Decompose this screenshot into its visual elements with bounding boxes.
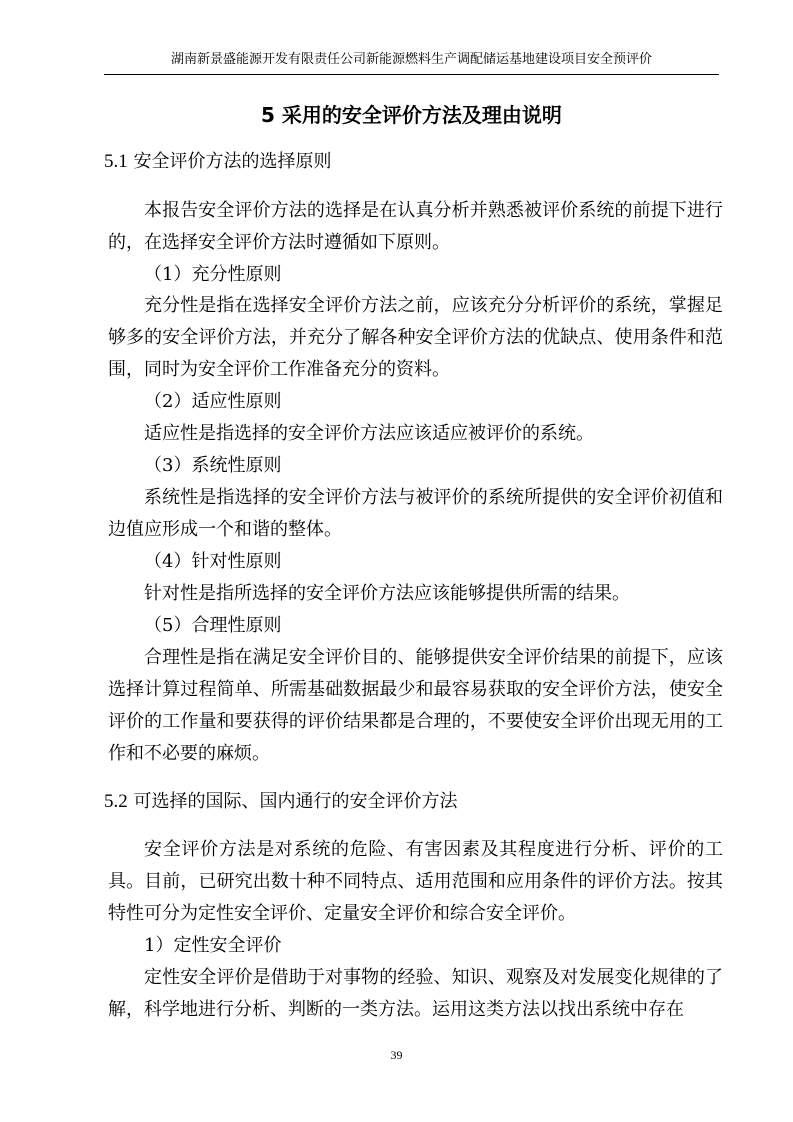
principle-heading-1: （1）充分性原则	[144, 264, 282, 285]
header-rule	[104, 74, 719, 75]
qualitative-heading: 1）定性安全评价	[144, 935, 282, 956]
section-heading: 可选择的国际、国内通行的安全评价方法	[133, 791, 458, 812]
principle-heading-3: （3）系统性原则	[144, 455, 282, 476]
principle-text-1: 充分性是指在选择安全评价方法之前，应该充分分析评价的系统，掌握足够多的安全评价方法，并充分了解各种安全评价方法的优缺点、使用条件和范围，同时为安全评价工作准备充分的资料。	[108, 295, 723, 380]
methods-intro-paragraph: 安全评价方法是对系统的危险、有害因素及其程度进行分析、评价的工具。目前，已研究出数十种不同特点、适用范围和应用条件的评价方法。按其特性可分为定性安全评价、定量安全评价和综合安全评价。	[108, 839, 723, 924]
section-number: 5.2	[104, 791, 128, 812]
section-title-5-2	[104, 788, 457, 816]
principle-text-5: 合理性是指在满足安全评价目的、能够提供安全评价结果的前提下，应该选择计算过程简单、所需基础数据最少和最容易获取的安全评价方法，使安全评价的工作量和要获得的评价结果都是合理的，不要使安全评价出现无用的工作和不必要的麻烦。	[108, 647, 723, 764]
principle-text-4: 针对性是指所选择的安全评价方法应该能够提供所需的结果。	[144, 583, 630, 604]
qualitative-paragraph: 定性安全评价是借助于对事物的经验、知识、观察及对发展变化规律的了解，科学地进行分析、判断的一类方法。运用这类方法以找出系统中存在	[108, 967, 723, 1020]
principle-heading-2: （2）适应性原则	[144, 391, 282, 412]
section-title-5-1	[104, 148, 331, 176]
principle-heading-5: （5）合理性原则	[144, 615, 282, 636]
intro-paragraph: 本报告安全评价方法的选择是在认真分析并熟悉被评价系统的前提下进行的，在选择安全评价方法时遵循如下原则。	[108, 200, 723, 253]
page-header: 湖南新景盛能源开发有限责任公司新能源燃料生产调配储运基地建设项目安全预评价	[170, 52, 652, 67]
principle-heading-4: （4）针对性原则	[144, 551, 282, 572]
chapter-title: 5 采用的安全评价方法及理由说明	[261, 103, 562, 127]
section-number: 5.1	[104, 151, 128, 172]
principle-text-2: 适应性是指选择的安全评价方法应该适应被评价的系统。	[144, 423, 594, 444]
section-heading: 安全评价方法的选择原则	[133, 151, 332, 172]
page-number: 39	[390, 1048, 403, 1062]
principle-text-3: 系统性是指选择的安全评价方法与被评价的系统所提供的安全评价初值和边值应形成一个和谐的整体。	[108, 487, 723, 540]
